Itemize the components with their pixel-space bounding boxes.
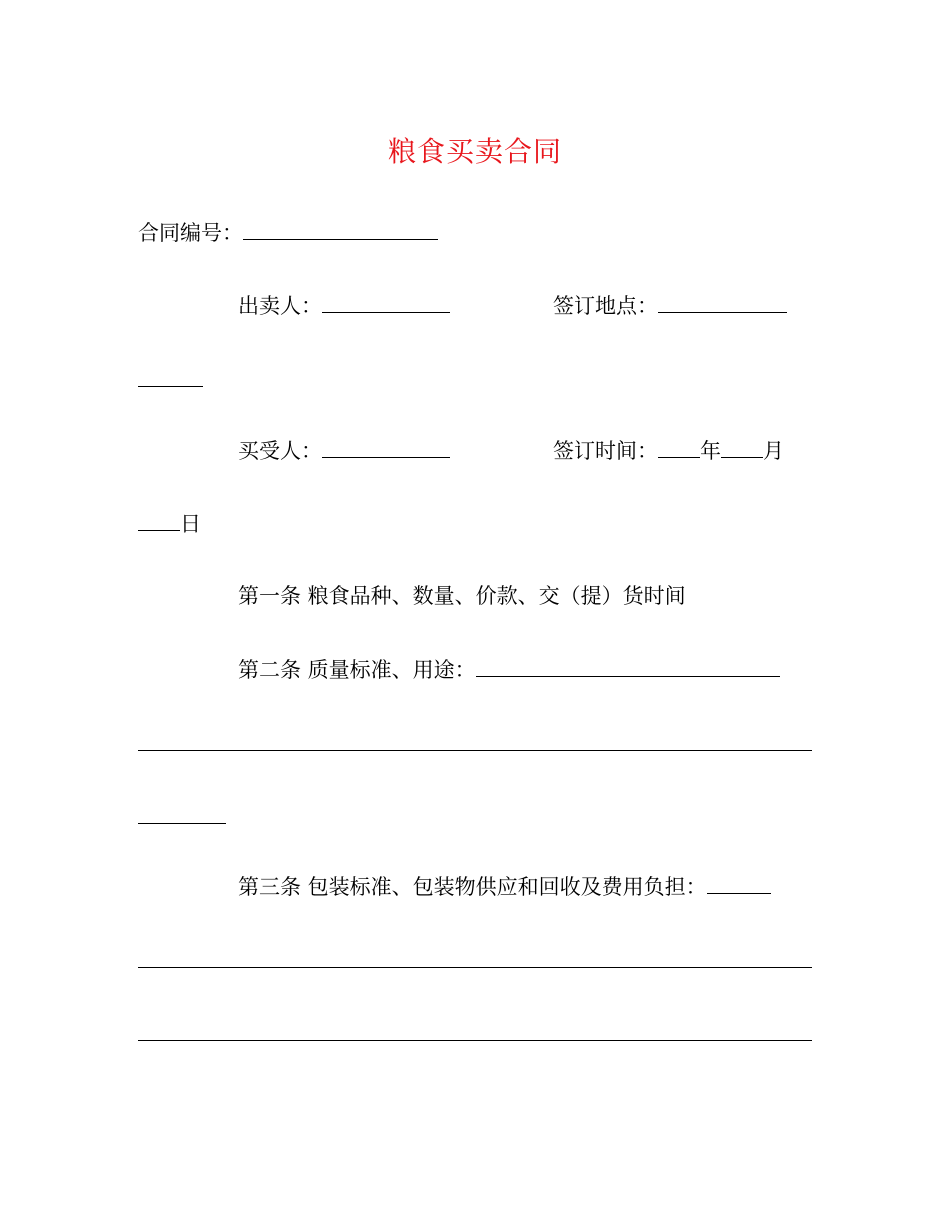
day-line (138, 510, 201, 538)
sign-place-blank (658, 292, 787, 313)
contract-number-blank (243, 219, 438, 240)
document-title: 粮食买卖合同 (387, 135, 562, 168)
seller-label: 出卖人： (238, 294, 322, 318)
year-label: 年 (700, 439, 721, 463)
seller-blank (322, 292, 450, 313)
article-2-line (238, 656, 780, 684)
sign-time-label: 签订时间： (553, 439, 658, 463)
article-2-label: 第二条 质量标准、用途： (238, 658, 476, 682)
article-3-label: 第三条 包装标准、包装物供应和回收及费用负担： (238, 875, 707, 899)
day-label: 日 (180, 512, 201, 536)
contract-number-line (138, 219, 438, 247)
article-3-blank-line-2 (138, 967, 812, 968)
article-3-blank-line-3 (138, 1040, 812, 1041)
seller-line (238, 292, 450, 320)
day-blank (138, 510, 180, 531)
sign-place-blank-continued (138, 386, 203, 387)
article-2-blank (476, 656, 780, 677)
article-1: 第一条 粮食品种、数量、价款、交（提）货时间 (238, 584, 686, 608)
buyer-label: 买受人： (238, 439, 322, 463)
contract-number-label: 合同编号： (138, 221, 243, 245)
article-2-blank-line-2 (138, 750, 812, 751)
article-3-line (238, 873, 771, 901)
article-3-blank (707, 873, 771, 894)
sign-time-line (553, 437, 784, 465)
buyer-line (238, 437, 450, 465)
month-blank (721, 437, 763, 458)
article-2-blank-line-3 (138, 823, 226, 824)
year-blank (658, 437, 700, 458)
month-label: 月 (763, 439, 784, 463)
sign-place-label: 签订地点： (553, 294, 658, 318)
buyer-blank (322, 437, 450, 458)
sign-place-line (553, 292, 787, 320)
